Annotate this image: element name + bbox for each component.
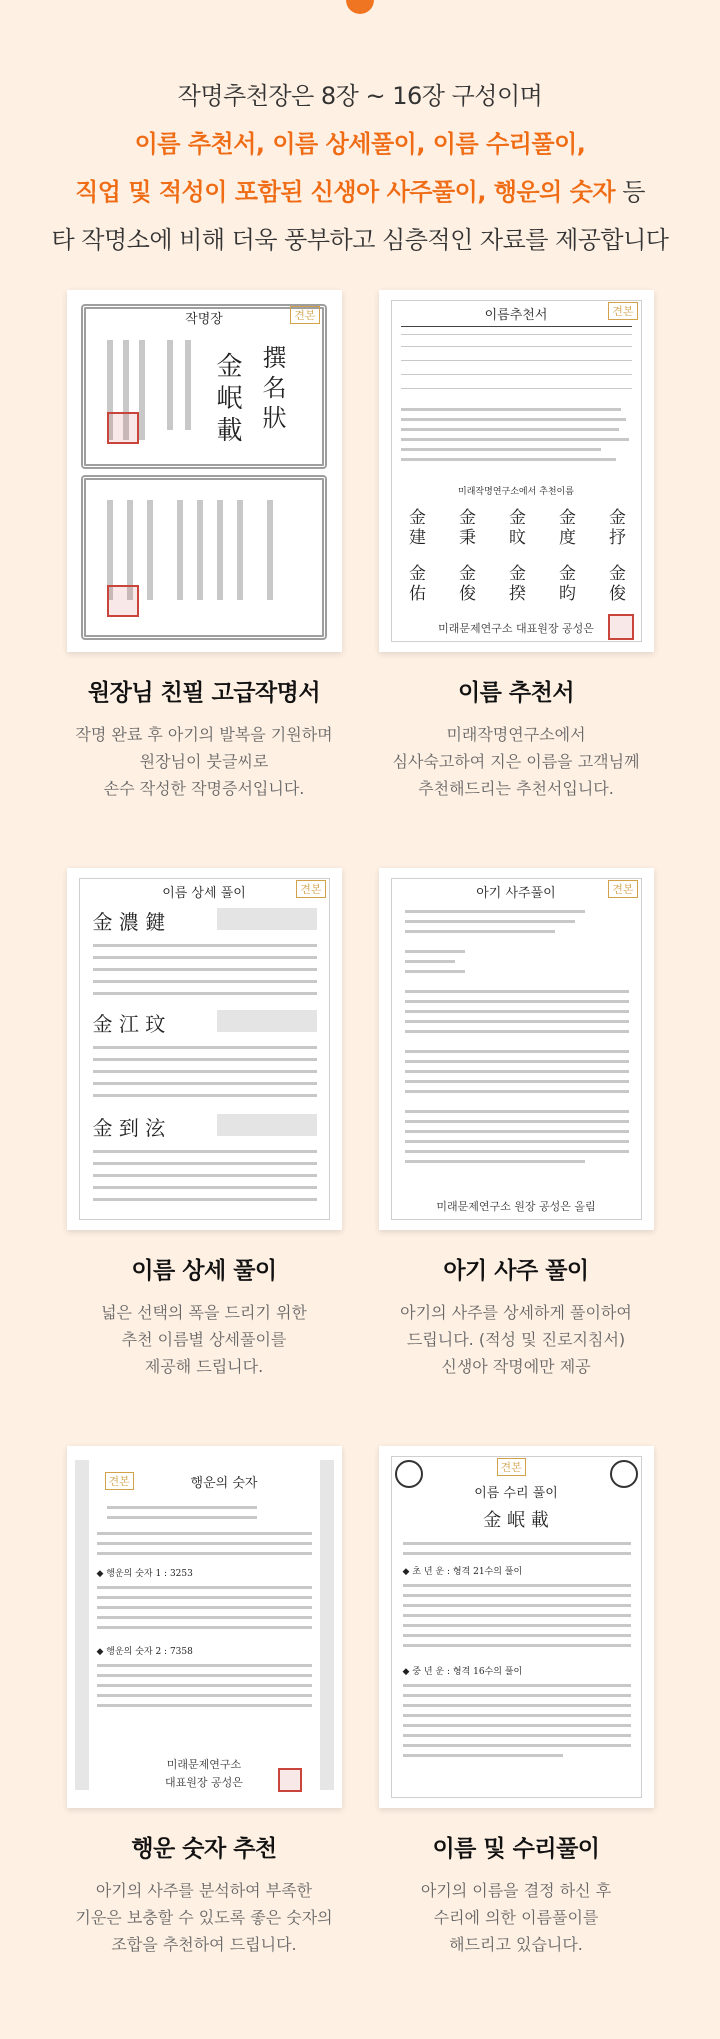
desc-line: 아기의 이름을 결정 하신 후: [420, 1881, 612, 1900]
card-title: 이름 상세 풀이: [131, 1258, 277, 1284]
desc-line: 작명 완료 후 아기의 발복을 기원하며: [75, 725, 333, 744]
name-char: 岷: [216, 384, 243, 414]
intro-line-1: 작명추천장은 8장 ~ 16장 구성이며: [177, 82, 543, 110]
desc-line: 제공해 드립니다.: [144, 1357, 264, 1376]
text-line: [405, 1110, 629, 1113]
text-line: [93, 992, 317, 995]
desc-line: 조합을 추천하여 드립니다.: [111, 1935, 297, 1954]
table-rule: [401, 374, 632, 375]
recommended-name: 金度: [559, 508, 576, 548]
brush-text-column: [147, 500, 153, 600]
text-line: [401, 418, 626, 421]
brush-text-column: [167, 340, 173, 430]
table-rule: [401, 334, 632, 335]
text-line: [405, 1130, 629, 1133]
red-seal-icon: [278, 1768, 302, 1792]
recommendation-subheading: 미래작명연구소에서 추천이름: [458, 487, 574, 497]
text-line: [405, 1050, 629, 1053]
desc-line: 미래작명연구소에서: [446, 725, 586, 744]
brush-text-column: [177, 500, 183, 600]
card-title: 아기 사주 풀이: [443, 1258, 589, 1284]
text-line: [93, 1082, 317, 1085]
card-baby-saju: [361, 868, 671, 1380]
desc-line: 추천해드리는 추천서입니다.: [418, 779, 614, 798]
info-table: [217, 908, 317, 930]
text-line: [97, 1684, 312, 1687]
card-name-detail: [49, 868, 359, 1380]
side-ornament: [320, 1460, 334, 1790]
lucky-number-footer-2: 대표원장 공성은: [165, 1776, 243, 1789]
text-line: [93, 956, 317, 959]
intro-line-3: [0, 168, 720, 216]
desc-line: 아기의 사주를 상세하게 풀이하여: [400, 1303, 632, 1322]
info-table: [217, 1010, 317, 1032]
recommendation-image: [379, 290, 654, 652]
text-line: [93, 1094, 317, 1097]
card-description: [49, 1299, 359, 1380]
recommended-name: 金抒: [609, 508, 626, 548]
recommended-name: 金秉: [459, 508, 476, 548]
text-line: [401, 408, 621, 411]
text-line: [403, 1754, 563, 1757]
text-line: [97, 1674, 312, 1677]
numerology-heading: 이름 수리 풀이: [474, 1486, 558, 1501]
text-line: [97, 1616, 312, 1619]
numerology-name: 金 岷 載: [483, 1510, 549, 1531]
text-line: [405, 1020, 629, 1023]
card-title: 이름 및 수리풀이: [432, 1836, 600, 1862]
name-char: 載: [216, 416, 243, 446]
text-line: [401, 438, 629, 441]
lucky-number-2: ◆ 행운의 숫자 2 : 7358: [96, 1647, 193, 1657]
sample-stamp: 견본: [296, 880, 325, 898]
text-line: [403, 1594, 631, 1597]
card-description: [49, 721, 359, 802]
text-line: [93, 1046, 317, 1049]
text-line: [405, 1090, 629, 1093]
text-line: [403, 1714, 631, 1717]
recommended-name: 金建: [409, 508, 426, 548]
text-line: [107, 1516, 257, 1519]
text-line: [97, 1586, 312, 1589]
text-line: [93, 1058, 317, 1061]
table-rule: [401, 360, 632, 361]
card-title: 이름 추천서: [457, 680, 575, 706]
brush-text-column: [139, 340, 145, 440]
text-line: [401, 428, 619, 431]
intro-line-3-highlight: 직업 및 적성이 포함된 신생아 사주풀이, 행운의 숫자: [75, 178, 616, 206]
text-line: [403, 1624, 631, 1627]
recommended-name: 金旼: [509, 508, 526, 548]
text-line: [405, 950, 465, 953]
card-description: [361, 1877, 671, 1958]
recommended-name: 金俊: [459, 564, 476, 604]
recommended-name: 金佑: [409, 564, 426, 604]
lucky-number-image: [67, 1446, 342, 1808]
detail-name: 金 到 泫: [92, 1116, 166, 1140]
text-line: [97, 1552, 312, 1555]
card-title: 행운 숫자 추천: [131, 1836, 277, 1862]
recommended-name: 金昀: [559, 564, 576, 604]
text-line: [405, 1150, 629, 1153]
text-line: [97, 1596, 312, 1599]
card-description: [361, 1299, 671, 1380]
recommendation-heading: 이름추천서: [484, 308, 548, 323]
text-line: [405, 990, 629, 993]
certificate-heading: 작명장: [185, 312, 223, 327]
sample-stamp: 견본: [497, 1458, 526, 1476]
desc-line: 아기의 사주를 분석하여 부족한: [95, 1881, 313, 1900]
baby-saju-footer: 미래문제연구소 원장 공성은 올림: [436, 1200, 596, 1213]
lucky-number-footer-1: 미래문제연구소: [166, 1758, 242, 1771]
desc-line: 신생아 작명에만 제공: [441, 1357, 591, 1376]
name-char: 金: [216, 352, 243, 382]
sample-stamp: 견본: [608, 880, 637, 898]
card-name-numerology: [361, 1446, 671, 1958]
info-table: [217, 1114, 317, 1136]
red-seal-icon: [107, 412, 139, 444]
top-accent-mark: [346, 0, 374, 14]
table-rule: [401, 388, 632, 389]
text-line: [93, 1186, 317, 1189]
text-line: [403, 1724, 631, 1727]
card-name-recommendation: [361, 290, 671, 802]
brush-text-column: [197, 500, 203, 600]
sample-stamp: 견본: [608, 302, 637, 320]
text-line: [97, 1694, 312, 1697]
hanja-char: 狀: [262, 404, 287, 432]
text-line: [403, 1614, 631, 1617]
desc-line: 넓은 선택의 폭을 드리기 위한: [101, 1303, 307, 1322]
desc-line: 기운은 보충할 수 있도록 좋은 숫자의: [75, 1908, 333, 1927]
desc-line: 해드리고 있습니다.: [449, 1935, 583, 1954]
desc-line: 심사숙고하여 지은 이름을 고객님께: [392, 752, 640, 771]
text-line: [405, 1000, 629, 1003]
card-handwritten-certificate: [49, 290, 359, 802]
text-line: [405, 1010, 629, 1013]
text-line: [405, 1160, 585, 1163]
text-line: [403, 1744, 631, 1747]
text-line: [97, 1606, 312, 1609]
text-line: [405, 910, 585, 913]
text-line: [93, 1174, 317, 1177]
text-line: [97, 1542, 312, 1545]
baby-saju-image: [379, 868, 654, 1230]
text-line: [93, 1198, 317, 1201]
recommendation-footer: 미래문제연구소 대표원장 공성은: [438, 622, 594, 635]
text-line: [93, 1070, 317, 1073]
sample-stamp: 견본: [290, 306, 319, 324]
text-line: [405, 1140, 629, 1143]
hanja-char: 撰: [262, 344, 287, 372]
desc-line: 추천 이름별 상세풀이를: [121, 1330, 287, 1349]
lucky-number-1: ◆ 행운의 숫자 1 : 3253: [96, 1569, 193, 1579]
hanja-char: 名: [262, 374, 287, 402]
text-line: [403, 1584, 631, 1587]
card-description: [361, 721, 671, 802]
baby-saju-heading: 아기 사주풀이: [476, 886, 556, 901]
detail-name: 金 江 玟: [92, 1012, 166, 1036]
text-line: [405, 1080, 629, 1083]
desc-line: 원장님이 붓글씨로: [139, 752, 269, 771]
text-line: [405, 1060, 629, 1063]
text-line: [403, 1644, 631, 1647]
recommended-name: 金俊: [609, 564, 626, 604]
text-line: [93, 1162, 317, 1165]
recommended-name: 金揆: [509, 564, 526, 604]
red-seal-icon: [107, 585, 139, 617]
text-line: [403, 1604, 631, 1607]
text-line: [405, 970, 465, 973]
desc-line: 드립니다. (적성 및 진로지침서): [406, 1330, 626, 1349]
numerology-image: [379, 1446, 654, 1808]
intro-line-2: 이름 추천서, 이름 상세풀이, 이름 수리풀이,: [134, 130, 586, 158]
text-line: [403, 1734, 631, 1737]
certificate-frame-top: [81, 304, 327, 469]
text-line: [97, 1626, 312, 1629]
brush-text-column: [185, 340, 191, 430]
text-line: [97, 1664, 312, 1667]
card-description: [49, 1877, 359, 1958]
text-line: [401, 448, 601, 451]
text-line: [405, 1070, 629, 1073]
intro-line-3-tail: 등: [615, 178, 645, 206]
text-line: [93, 944, 317, 947]
text-line: [403, 1552, 631, 1555]
text-line: [93, 980, 317, 983]
text-line: [405, 1120, 629, 1123]
table-rule: [401, 346, 632, 347]
brush-text-column: [217, 500, 223, 600]
desc-line: 수리에 의한 이름풀이를: [433, 1908, 599, 1927]
red-seal-icon: [608, 614, 634, 640]
name-detail-image: [67, 868, 342, 1230]
text-line: [93, 1150, 317, 1153]
text-line: [97, 1532, 312, 1535]
text-line: [93, 968, 317, 971]
table-rule: [401, 326, 632, 327]
name-detail-heading: 이름 상세 풀이: [162, 886, 246, 901]
text-line: [107, 1506, 257, 1509]
brush-text-column: [237, 500, 243, 600]
text-line: [97, 1704, 312, 1707]
desc-line: 손수 작성한 작명증서입니다.: [103, 779, 305, 798]
card-title: 원장님 친필 고급작명서: [87, 680, 321, 706]
text-line: [401, 458, 616, 461]
text-line: [405, 960, 455, 963]
intro-line-4: 타 작명소에 비해 더욱 풍부하고 심층적인 자료를 제공합니다: [51, 226, 669, 254]
sample-stamp: 견본: [105, 1472, 134, 1490]
text-line: [403, 1684, 631, 1687]
numerology-section-1: ◆ 초 년 운 : 형격 21수의 풀이: [402, 1567, 523, 1577]
text-line: [405, 1030, 629, 1033]
text-line: [403, 1694, 631, 1697]
text-line: [403, 1704, 631, 1707]
brush-text-column: [267, 500, 273, 600]
text-line: [403, 1634, 631, 1637]
text-line: [405, 920, 575, 923]
text-line: [405, 930, 555, 933]
text-line: [403, 1542, 631, 1545]
lucky-number-heading: 행운의 숫자: [190, 1476, 258, 1491]
detail-name: 金 濃 鍵: [92, 910, 166, 934]
intro-text: [0, 72, 720, 264]
numerology-section-2: ◆ 중 년 운 : 형격 16수의 풀이: [402, 1667, 523, 1677]
card-lucky-number: [49, 1446, 359, 1958]
side-ornament: [75, 1460, 89, 1790]
certificate-image: [67, 290, 342, 652]
